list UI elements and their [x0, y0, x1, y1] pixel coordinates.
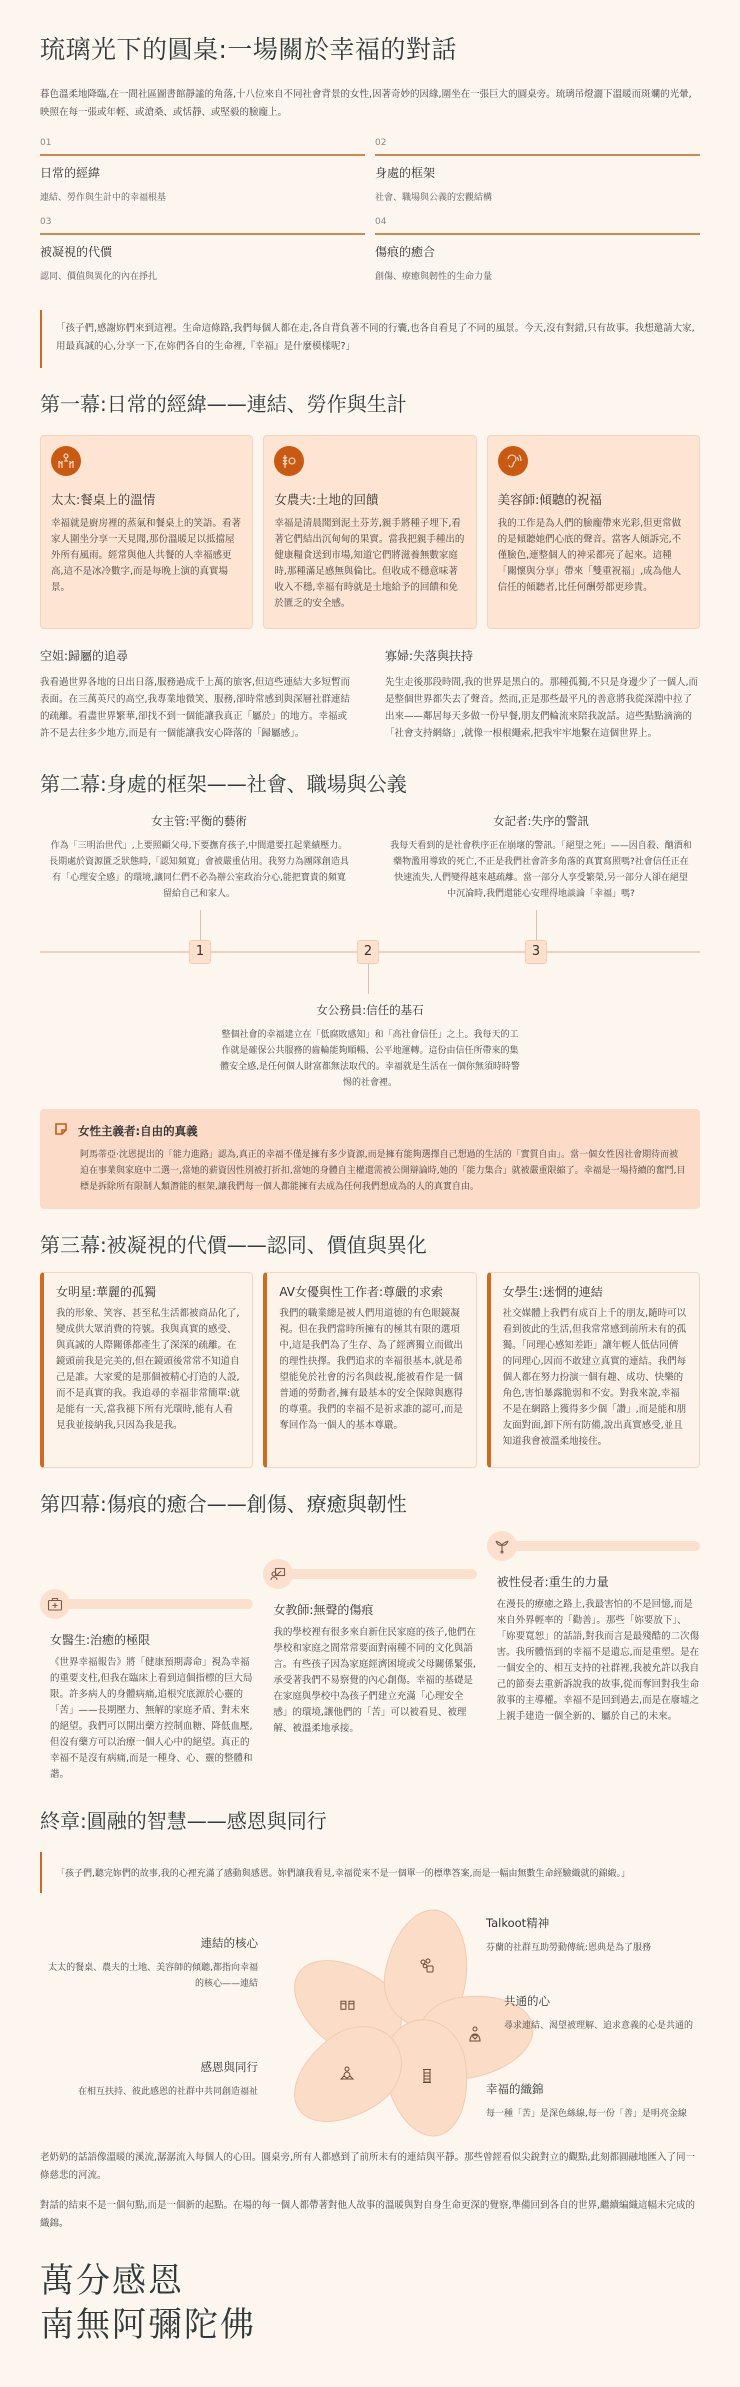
petal-body: 在相互扶持、彼此感恩的社群中共同創造福祉 [77, 2087, 258, 2097]
act1-stories [40, 647, 700, 742]
act3-heading: 第三幕:被凝視的代價——認同、價值與異化 [40, 1233, 427, 1257]
progress-track [515, 1541, 700, 1551]
cups-icon [339, 1997, 355, 2016]
story-body: 幸福是清晨聞到泥土芬芳,親手將種子埋下,看著它們結出沉甸甸的果實。當我把親手種出的健康糧食送到市場,知道它們將滋養無數家庭時,那種滿足感無與倫比。但收成不穩意味著收入不穩,幸福有時就是土地給予的回饋和免於匱乏的安全感。 [274, 518, 465, 609]
act4-heading: 第四幕:傷痕的癒合——創傷、療癒與韌性 [40, 1492, 407, 1516]
petal-body: 每一種「苦」是深色絲線,每一份「善」是明亮金線 [486, 2109, 687, 2119]
thread-spool-icon [421, 2068, 433, 2088]
story-card [40, 435, 253, 629]
healing-item [487, 1531, 700, 1783]
toc-item-03[interactable] [40, 217, 365, 282]
label-gratitude [40, 2059, 258, 2100]
toc-title: 傷痕的癒合 [375, 245, 436, 259]
closing-words [40, 2259, 700, 2347]
toc-title: 日常的經緯 [40, 166, 101, 180]
page-title: 琉璃光下的圓桌:一場關於幸福的對話 [40, 35, 457, 64]
timeline-connector [368, 964, 369, 994]
petal-title: 共通的心 [504, 1994, 550, 2008]
timeline-track [40, 888, 700, 978]
closing-line-1: 萬分感恩 [40, 2261, 184, 2301]
ear-listening-icon [498, 446, 528, 476]
meditation-icon [339, 2066, 355, 2086]
community-icon [419, 1958, 435, 1978]
grandma-quote: 「孩子們,聽完妳們的故事,我的心裡充滿了感動與感恩。妳們讓我看見,幸福從來不是一個單一的標準答案,而是一幅由無數生命經驗織就的錦緞。」 [40, 1852, 700, 1893]
timeline-node-2[interactable]: 2 [357, 940, 379, 964]
healing-item [263, 1531, 476, 1783]
callout-body: 阿馬蒂亞·沈恩提出的「能力進路」認為,真正的幸福不僅是擁有多少資源,而是擁有能夠選擇自己想過的生活的「實質自由」。當一個女性因社會期待而被迫在事業與家庭中二選一,當她的薪資因性別被打折扣,當她的身體自主權還需被公開辯論時,她的「能力集合」就被嚴重限縮了。幸福是一場持續的奮鬥,目標是拆除所有限制人類潛能的框架,讓我們每一個人都能擁有去成為任何我們想成為的人的真實自由。 [80, 1150, 686, 1192]
toc-item-01[interactable] [40, 138, 365, 203]
act3-cards [40, 1272, 700, 1468]
feminist-callout [40, 1109, 700, 1209]
timeline-body: 整個社會的幸福建立在「低腐敗感知」和「高社會信任」之上。我每天的工作就是確保公共服務的齒輪能夠順暢、公平地運轉。這份由信任所帶來的集體安全感,是任何個人財富都無法取代的。幸福就是生活在一個你無須時時警惕的社會裡。 [220, 1030, 520, 1088]
toc-number: 01 [40, 138, 365, 156]
outro [40, 2149, 700, 2233]
story-body: 我看過世界各地的日出日落,服務過成千上萬的旅客,但這些連結大多短暫而表面。在三萬英尺的高空,我專業地微笑、服務,卻時常感到與深層社群連結的疏離。看盡世界繁華,卻找不到一個能讓我真正「屬於」的地方。幸福或許不是去往多少地方,而是有一個能讓我安心降落的「歸屬感」。 [40, 677, 351, 739]
label-talkoot [486, 1915, 700, 1956]
act2-heading: 第二幕:身處的框架——社會、職場與公義 [40, 772, 407, 796]
opening-quote: 「孩子們,感謝妳們來到這裡。生命這條路,我們每個人都在走,各自背負著不同的行囊,也各自看見了不同的風景。今天,沒有對錯,只有故事。我想邀請大家,用最真誠的心,分享一下,在妳們各自的生命裡,『幸福』是什麼模樣呢?」 [40, 310, 700, 368]
story-title: 女農夫:土地的回饋 [274, 492, 379, 507]
heart-person-icon [468, 2026, 482, 2046]
timeline-title: 女主管:平衡的藝術 [151, 814, 247, 828]
teacher-board-icon [263, 1559, 293, 1589]
petal-title: 幸福的織錦 [486, 2082, 544, 2096]
story-title: 美容師:傾聽的祝福 [497, 492, 602, 507]
timeline-title: 女記者:失序的警訊 [493, 814, 589, 828]
timeline-node-1[interactable]: 1 [189, 940, 211, 964]
toc-title: 被凝視的代價 [40, 245, 113, 259]
timeline-body: 作為「三明治世代」,上要照顧父母,下要撫育孩子,中間還要扛起業績壓力。長期處於資源匱乏狀態時,「認知頻寬」會被嚴重佔用。我努力為團隊創造具有「心理安全感」的環境,讓同仁們不必為辦公室政治分心,能把寶貴的頻寬留給自己和家人。 [49, 841, 349, 899]
toc-number: 04 [375, 217, 700, 235]
act1-cards [40, 435, 700, 629]
healing-body: 在漫長的療癒之路上,我最害怕的不是回憶,而是來自外界輕率的「勸善」。那些「妳要放下」、「妳要寬恕」的話語,對我而言是最殘酷的二次傷害。我所體悟到的幸福不是遺忘,而是重塑。是在一個安全的、相互支持的社群裡,我被允許以我自己的節奏去重新訴說我的故事,從而奪回對我生命敘事的主導權。幸福不是回到過去,而是在廢墟之上親手建造一個全新的、屬於自己的未來。 [496, 1599, 700, 1722]
story-card [40, 1272, 253, 1468]
story-card [263, 435, 476, 629]
story-card [487, 1272, 700, 1468]
toc-title: 身處的框架 [375, 166, 436, 180]
story-body: 先生走後那段時間,我的世界是黑白的。那種孤獨,不只是身邊少了一個人,而是整個世界都失去了聲音。然而,正是那些最平凡的善意將我從深淵中拉了出來——鄰居每天多做一份早餐,朋友們輪流來陪我說話。這些點點滴滴的「社會支持網絡」,就像一根根繩索,把我牢牢地繫在這個世界上。 [385, 677, 699, 739]
outro-paragraph: 老奶奶的話語像溫暖的溪流,潺潺流入每個人的心田。圓桌旁,所有人都感到了前所未有的連結與平靜。那些曾經看似尖銳對立的觀點,此刻都圓融地匯入了同一條慈悲的河流。 [40, 2152, 696, 2181]
label-connection [40, 1935, 258, 1992]
story-card [263, 1272, 476, 1468]
toc-item-04[interactable] [375, 217, 700, 282]
story-block [40, 647, 355, 742]
act4-items [40, 1531, 700, 1783]
timeline-node-3[interactable]: 3 [525, 940, 547, 964]
timeline-connector [200, 910, 201, 942]
petal-body: 尋求連結、渴望被理解、追求意義的心是共通的 [504, 2021, 694, 2031]
table-of-contents [40, 138, 700, 282]
petal-title: Talkoot精神 [486, 1916, 550, 1930]
story-title: 空姐:歸屬的追尋 [40, 649, 129, 663]
act1-heading: 第一幕:日常的經緯——連結、勞作與生計 [40, 392, 407, 416]
toc-number: 02 [375, 138, 700, 156]
story-body: 我們的職業總是被人們用道德的有色眼鏡凝視。但在我們當時所擁有的極其有限的選項中,這是我們為了生存、為了經濟獨立而做出的理性抉擇。我們追求的幸福很基本,就是希望能免於社會的污名與歧視,能被看作是一個普通的勞動者,擁有最基本的安全保障與應得的尊重。我們的幸福不是祈求誰的認可,而是奪回作為一個人的基本尊嚴。 [279, 1308, 463, 1431]
callout-title: 女性主義者:自由的真義 [78, 1123, 198, 1138]
finale-heading: 終章:圓融的智慧——感恩與同行 [40, 1809, 327, 1833]
healing-body: 《世界幸福報告》將「健康預期壽命」視為幸福的重要支柱,但我在臨床上看到這個指標的巨大局限。許多病人的身體病痛,追根究底源於心靈的「苦」——長期壓力、無解的家庭矛盾、對未來的絕望。我們可以開出藥方控制血糖、降低血壓,但沒有藥方可以治療一個人心中的絕望。真正的幸福不是沒有病痛,而是一種身、心、靈的整體和諧。 [50, 1657, 253, 1780]
healing-title: 被性侵者:重生的力量 [496, 1575, 609, 1589]
story-title: AV女優與性工作者:尊嚴的求索 [279, 1285, 444, 1299]
family-dinner-icon [51, 446, 81, 476]
outro-paragraph: 對話的結束不是一個句點,而是一個新的起點。在場的每一個人都帶著對他人故事的溫暖與對自身生命更深的覺察,準備回到各自的世界,繼續編織這幅未完成的織錦。 [40, 2200, 696, 2229]
story-block [385, 647, 700, 742]
petal-title: 連結的核心 [200, 1936, 258, 1950]
story-card [487, 435, 700, 629]
progress-track [291, 1569, 476, 1579]
petal-body: 芬蘭的社群互助勞動傳統:恩典是為了服務 [486, 1943, 652, 1953]
flower-diagram [40, 1907, 700, 2137]
timeline-body: 我每天看到的是社會秩序正在崩壞的警訊。「絕望之死」——因自殺、酗酒和藥物濫用導致的死亡,不正是我們社會許多角落的真實寫照嗎?社會信任正在快速流失,人們變得越來越疏離。當一部分人享受繁榮,另一部分人卻在絕望中沉淪時,我們還能心安理得地談論「幸福」嗎? [390, 841, 692, 899]
story-body: 我的工作是為人們的臉龐帶來光彩,但更常做的是傾聽她們心底的聲音。當客人傾訴完,不僅臉色,連整個人的神采都亮了起來。這種「關懷與分享」帶來「雙重祝福」,成為他人信任的傾聽者,比任何酬勞都更珍貴。 [497, 518, 682, 593]
toc-number: 03 [40, 217, 365, 235]
petal-body: 太太的餐桌、農夫的土地、美容師的傾聽,都指向幸福的核心——連結 [48, 1963, 258, 1989]
note-icon [54, 1121, 68, 1140]
healing-title: 女醫生:治癒的極限 [50, 1633, 151, 1647]
story-title: 女明星:華麗的孤獨 [56, 1285, 157, 1299]
medical-kit-icon [40, 1589, 70, 1619]
healing-title: 女教師:無聲的傷痕 [273, 1603, 374, 1617]
story-body: 我的形象、笑容、甚至私生活都被商品化了,變成供大眾消費的符號。我與真實的感受、與真誠的人際關係都產生了深深的疏離。在鏡頭前我是完美的,但在鏡頭後常常不知道自己是誰。大家愛的是那個被精心打造的人設,而不是真實的我。我追尋的幸福非常簡單:就是能有一天,當我褪下所有光環時,能有人看見我並接納我,只因為我是我。 [56, 1308, 240, 1431]
label-tapestry [486, 2081, 700, 2122]
timeline-entry-2 [220, 1002, 520, 1091]
story-body: 社交媒體上我們有成百上千的朋友,隨時可以看到彼此的生活,但我常常感到前所未有的孤獨。「同理心感知差距」讓年輕人低估同儕的同理心,因而不敢建立真實的連結。我們每個人都在努力扮演一個有趣、成功、快樂的角色,害怕暴露脆弱和不安。對我來說,幸福不是在網路上獲得多少個「讚」,而是能和朋友面對面,卸下所有防備,說出真實感受,並且知道我會被溫柔地接住。 [502, 1308, 687, 1447]
toc-subtitle: 創傷、療癒與韌性的生命力量 [375, 272, 493, 282]
label-common-heart [504, 1993, 700, 2034]
story-body: 幸福就是廚房裡的蒸氣和餐桌上的笑語。看著家人圍坐分享一天見聞,那份溫暖足以抵擋屋外所有風雨。經常與他人共餐的人幸福感更高,這不是冰冷數字,而是每晚上演的真實場景。 [51, 518, 242, 593]
sprout-icon [487, 1531, 517, 1561]
story-title: 太太:餐桌上的溫情 [51, 492, 156, 507]
timeline-connector [536, 910, 537, 942]
story-title: 寡婦:失落與扶持 [385, 649, 474, 663]
timeline-title: 女公務員:信任的基石 [316, 1003, 424, 1017]
progress-track [68, 1599, 253, 1609]
intro-paragraph: 暮色溫柔地降臨,在一間社區圖書館靜謐的角落,十八位來自不同社會背景的女性,因著奇妙的因緣,圍坐在一張巨大的圓桌旁。琉璃吊燈灑下溫暖而斑斕的光暈,映照在每一張或年輕、或滄桑、或恬靜、或堅毅的臉龐上。 [40, 89, 692, 118]
petal-title: 感恩與同行 [200, 2060, 258, 2074]
toc-subtitle: 連結、勞作與生計中的幸福根基 [40, 193, 167, 203]
healing-body: 我的學校裡有很多來自新住民家庭的孩子,他們在學校和家庭之間常常要面對兩種不同的文化與語言。有些孩子因為家庭經濟困境或父母關係緊張,承受著我們不易察覺的內心創傷。幸福的基礎是在家庭與學校中為孩子們建立充滿「心理安全感」的環境,讓他們的「苦」可以被看見、被理解、被溫柔地承接。 [273, 1627, 476, 1734]
toc-subtitle: 社會、職場與公義的宏觀結構 [375, 193, 493, 203]
wheat-sun-icon [274, 446, 304, 476]
toc-item-02[interactable] [375, 138, 700, 203]
toc-subtitle: 認同、價值與異化的內在掙扎 [40, 272, 158, 282]
healing-item [40, 1531, 253, 1783]
closing-line-2: 南無阿彌陀佛 [40, 2305, 256, 2345]
story-title: 女學生:迷惘的連結 [502, 1285, 603, 1299]
